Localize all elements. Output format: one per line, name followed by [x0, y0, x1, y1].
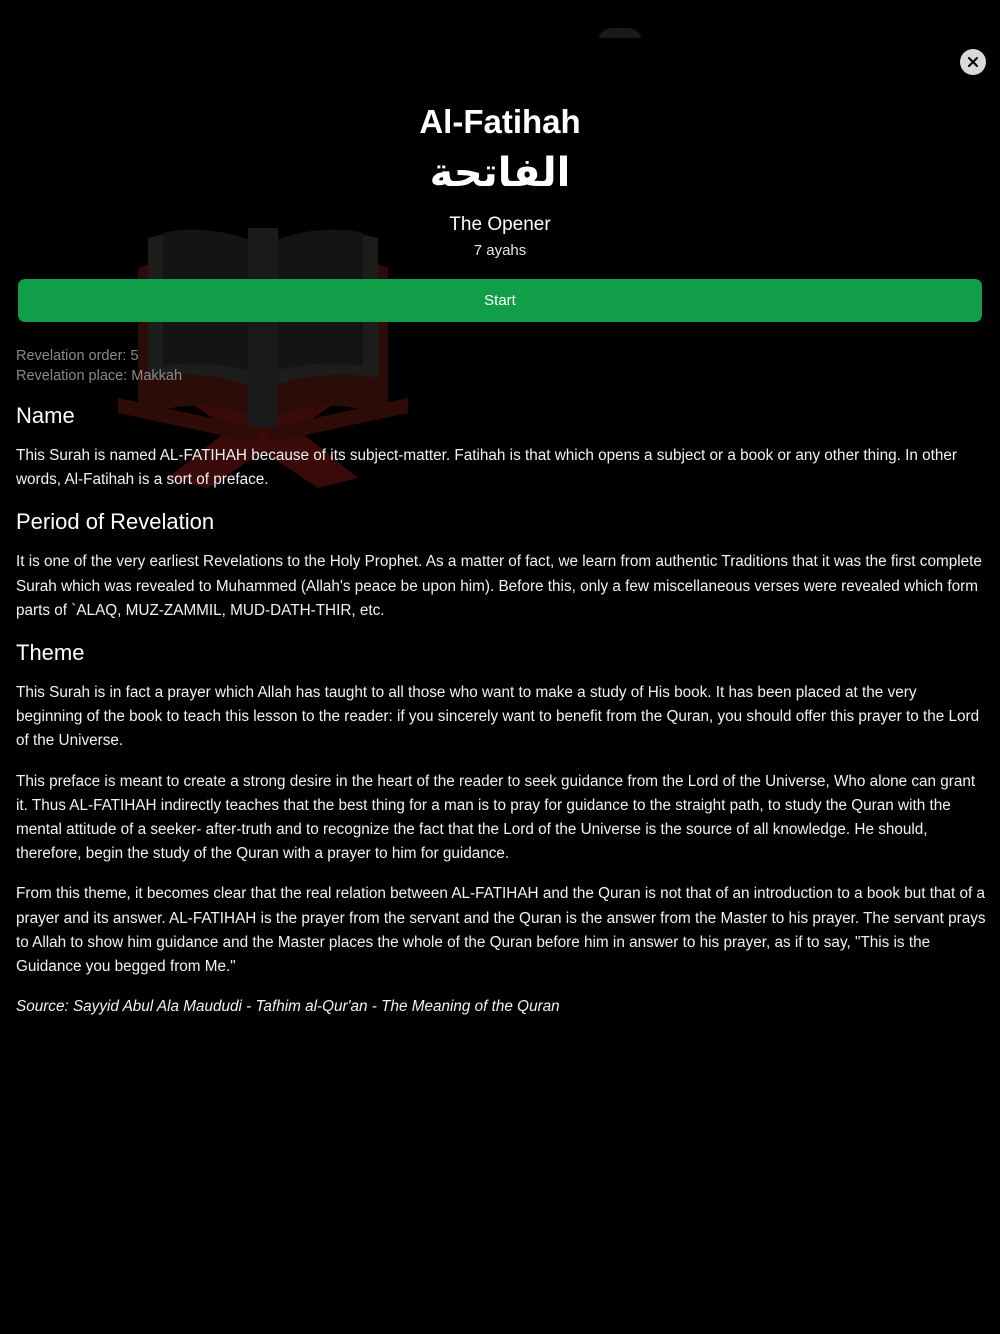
surah-translation: The Opener: [449, 214, 551, 235]
revelation-order: Revelation order: 5: [16, 348, 139, 364]
ayah-count: 7 ayahs: [473, 242, 527, 259]
surah-description: [16, 346, 986, 1035]
theme-paragraph-2: This preface is meant to create a strong desire in the heart of the reader to seek guidance from the Lord of the Universe, Who alone can grant it. Thus AL-FATIHAH indirectly teaches that the best thing for a man is to pray for guidance to the straight path, to study the Quran with the mental attitude of a seeker- after-truth and to recognize the fact that the Lord of the Universe is the source of all knowledge. He should, therefore, begin the study of the Quran with a prayer to him for guidance.: [16, 772, 976, 863]
surah-header: [0, 102, 1000, 262]
close-button[interactable]: [960, 49, 986, 75]
surah-title: Al-Fatihah: [419, 103, 581, 140]
period-heading: Period of Revelation: [16, 509, 215, 535]
theme-heading: Theme: [16, 640, 85, 666]
source-citation: Source: Sayyid Abul Ala Maududi - Tafhim al-Qur'an - The Meaning of the Quran: [16, 998, 560, 1016]
theme-paragraph-1: This Surah is in fact a prayer which Allah has taught to all those who want to make a study of His book. It has been placed at the very beginning of the book to teach this lesson to the reader: if you sincerely want to benefit from the Quran, you should offer this prayer to the Lord of the Universe.: [16, 684, 980, 750]
name-paragraph: This Surah is named AL-FATIHAH because of its subject-matter. Fatihah is that which opens a subject or a book or any other thing. In other words, Al-Fatihah is a sort of preface.: [16, 447, 957, 489]
start-button[interactable]: Start: [18, 279, 982, 322]
close-icon: [967, 56, 979, 68]
theme-paragraph-3: From this theme, it becomes clear that the real relation between AL-FATIHAH and the Quran is not that of an introduction to a book but that of a prayer and its answer. AL-FATIHAH is the prayer from the servant and the Quran is the answer from the Master to his prayer. The servant prays to Allah to show him guidance and the Master places the whole of the Quran before him in answer to his prayer, as if to say, "This is the Guidance you begged from Me.": [16, 885, 986, 976]
surah-arabic-name: الفاتحة: [429, 150, 571, 196]
revelation-place: Revelation place: Makkah: [16, 368, 183, 384]
period-paragraph: It is one of the very earliest Revelations to the Holy Prophet. As a matter of fact, we learn from authentic Traditions that it was the first complete Surah which was revealed to Muhammed (Allah's peace be upon him). Before this, only a few miscellaneous verses were revealed which form parts of `ALAQ, MUZ-ZAMMIL, MUD-DATH-THIR, etc.: [16, 553, 982, 619]
surah-info-sheet: [0, 38, 1000, 1334]
name-heading: Name: [16, 403, 75, 428]
